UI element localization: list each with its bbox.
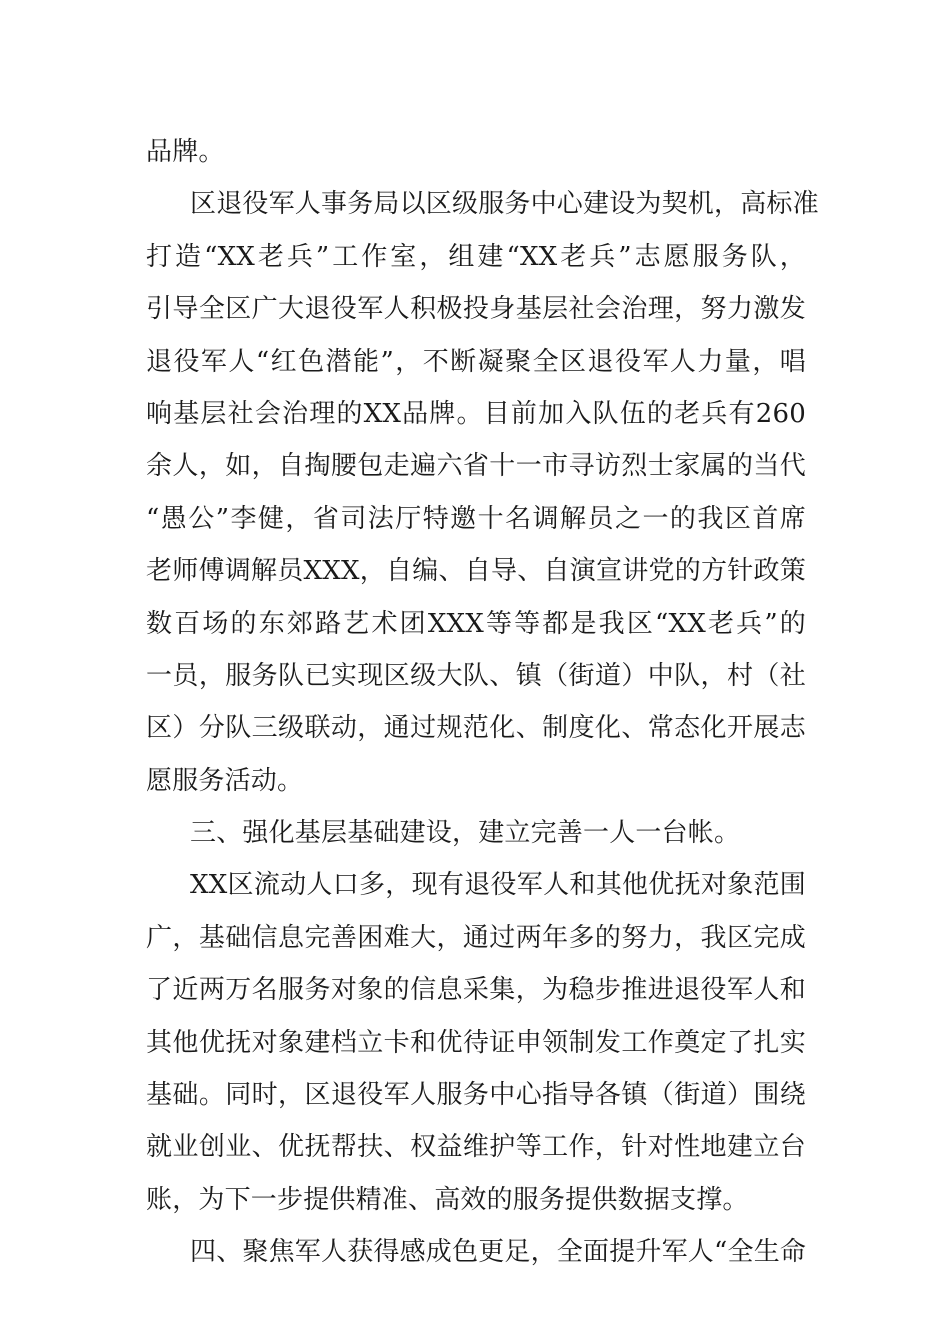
text-line: 了近两万名服务对象的信息采集，为稳步推进退役军人和 (146, 975, 806, 1006)
section-heading: 三、强化基层基础建设，建立完善一人一台帐。 (190, 818, 741, 849)
text-line: 广，基础信息完善困难大，通过两年多的努力，我区完成 (146, 922, 806, 953)
text-line: 老师傅调解员XXX，自编、自导、自演宣讲党的方针政策 (146, 556, 806, 587)
text-line: 基础。同时，区退役军人服务中心指导各镇（街道）围绕 (146, 1080, 806, 1111)
text-line: 账，为下一步提供精准、高效的服务提供数据支撑。 (146, 1184, 749, 1215)
text-line: “愚公”李健，省司法厅特邀十名调解员之一的我区首席 (146, 503, 806, 534)
text-line: 品牌。 (146, 137, 225, 167)
text-line: 愿服务活动。 (146, 765, 304, 796)
text-line: 响基层社会治理的XX品牌。目前加入队伍的老兵有260 (146, 398, 806, 429)
text-line: 区退役军人事务局以区级服务中心建设为契机，高标准 (190, 189, 819, 220)
text-line: 余人，如，自掏腰包走遍六省十一市寻访烈士家属的当代 (146, 451, 806, 482)
text-line: 数百场的东郊路艺术团XXX等等都是我区“XX老兵”的 (146, 608, 806, 639)
text-line: 区）分队三级联动，通过规范化、制度化、常态化开展志 (146, 713, 806, 744)
text-line: 打造“XX老兵”工作室，组建“XX老兵”志愿服务队， (146, 241, 806, 272)
text-line: 其他优抚对象建档立卡和优待证申领制发工作奠定了扎实 (146, 1027, 806, 1058)
document-body (146, 126, 819, 1279)
section-heading: 四、聚焦军人获得感成色更足，全面提升军人“全生命 (190, 1237, 807, 1268)
text-line: 引导全区广大退役军人积极投身基层社会治理，努力激发 (146, 294, 806, 325)
text-line: 就业创业、优抚帮扶、权益维护等工作，针对性地建立台 (146, 1132, 806, 1163)
text-line: 退役军人“红色潜能”，不断凝聚全区退役军人力量，唱 (146, 346, 806, 377)
text-line: XX区流动人口多，现有退役军人和其他优抚对象范围 (190, 870, 806, 901)
text-line: 一员，服务队已实现区级大队、镇（街道）中队，村（社 (146, 660, 806, 691)
